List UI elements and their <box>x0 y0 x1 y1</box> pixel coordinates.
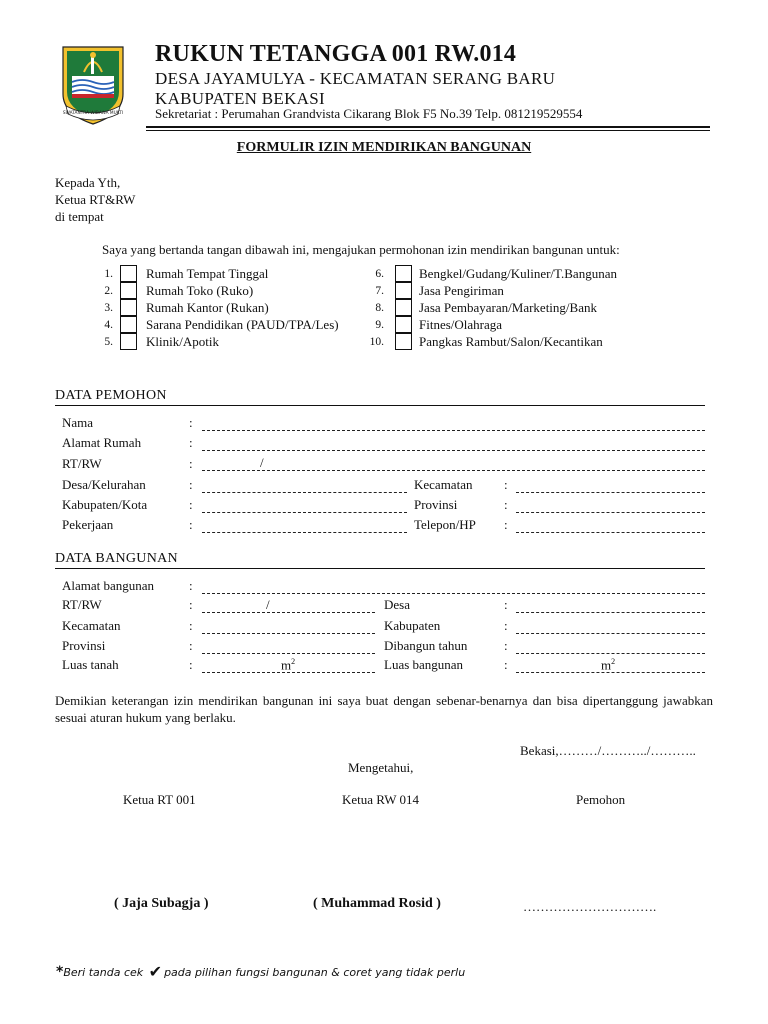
option-label: Fitnes/Olahraga <box>419 317 503 332</box>
applicant-rtrw-field[interactable] <box>202 470 705 471</box>
option-label: Jasa Pembayaran/Marketing/Bank <box>419 300 597 315</box>
field-label-village: Desa/Kelurahan <box>62 477 146 492</box>
colon: : <box>189 477 193 492</box>
colon: : <box>189 415 193 430</box>
option-checkbox-4[interactable] <box>120 316 137 333</box>
field-label-occupation: Pekerjaan <box>62 517 114 532</box>
asterisk: * <box>56 964 64 980</box>
section-divider <box>55 568 705 569</box>
building-area-field[interactable] <box>516 672 705 673</box>
header-divider-thin <box>146 130 710 131</box>
field-label-building-rtrw: RT/RW <box>62 597 102 612</box>
building-province-field[interactable] <box>202 653 375 654</box>
option-number: 2. <box>104 285 113 297</box>
field-label-address: Alamat Rumah <box>62 435 142 450</box>
field-label-building-regency: Kabupaten <box>384 618 441 633</box>
applicant-district-field[interactable] <box>516 492 705 493</box>
section-heading-building: DATA BANGUNAN <box>55 551 178 566</box>
colon: : <box>189 517 193 532</box>
rtrw-slash: / <box>260 455 264 470</box>
field-label-building-address: Alamat bangunan <box>62 578 155 593</box>
unit-square-meter: $m^2$ <box>601 657 616 673</box>
colon: : <box>504 497 508 512</box>
field-label-build-year: Dibangun tahun <box>384 638 468 653</box>
applicant-regency-field[interactable] <box>202 512 407 513</box>
option-number: 10. <box>369 336 384 348</box>
colon: : <box>504 477 508 492</box>
option-label: Rumah Kantor (Rukan) <box>146 300 269 315</box>
acknowledged-label: Mengetahui, <box>348 760 414 775</box>
field-label-rtrw: RT/RW <box>62 456 102 471</box>
address-line-1: Kepada Yth, <box>55 175 121 190</box>
form-title: FORMULIR IZIN MENDIRIKAN BANGUNAN <box>236 140 532 155</box>
colon: : <box>189 435 193 450</box>
option-number: 8. <box>375 302 384 314</box>
logo-motto: SWATANTRA WIBAWA MUKTI <box>62 111 124 116</box>
land-area-field[interactable] <box>202 672 375 673</box>
secretariat-address: Sekretariat : Perumahan Grandvista Cikarang Blok F5 No.39 Telp. 081219529554 <box>155 106 583 121</box>
option-label: Rumah Toko (Ruko) <box>146 283 254 298</box>
intro-text: Saya yang bertanda tangan dibawah ini, mengajukan permohonan izin mendirikan bangunan untuk: <box>102 242 620 257</box>
colon: : <box>504 517 508 532</box>
applicant-title: Pemohon <box>576 792 626 807</box>
option-checkbox-3[interactable] <box>120 299 137 316</box>
option-number: 1. <box>104 268 113 280</box>
footnote <box>56 962 465 981</box>
applicant-province-field[interactable] <box>516 512 705 513</box>
option-number: 5. <box>104 336 113 348</box>
colon: : <box>504 657 508 672</box>
unit-square-meter: $m^2$ <box>281 657 296 673</box>
applicant-phone-field[interactable] <box>516 532 705 533</box>
option-number: 9. <box>375 319 384 331</box>
building-district-field[interactable] <box>202 633 375 634</box>
colon: : <box>189 657 193 672</box>
field-label-district: Kecamatan <box>414 477 473 492</box>
field-label-building-province: Provinsi <box>62 638 106 653</box>
option-checkbox-10[interactable] <box>395 333 412 350</box>
option-checkbox-7[interactable] <box>395 282 412 299</box>
building-address-field[interactable] <box>202 593 705 594</box>
footnote-text-after: pada pilihan fungsi bangunan & coret yang tidak perlu <box>164 966 466 979</box>
bekasi-regency-emblem <box>60 44 126 126</box>
field-label-province: Provinsi <box>414 497 458 512</box>
section-divider <box>55 405 705 406</box>
option-label: Pangkas Rambut/Salon/Kecantikan <box>419 334 603 349</box>
applicant-village-field[interactable] <box>202 492 407 493</box>
applicant-signature-line[interactable]: …………………………. <box>523 899 657 914</box>
org-title: RUKUN TETANGGA 001 RW.014 <box>155 41 517 67</box>
footnote-text-before: Beri tanda cek <box>63 966 144 979</box>
place-date: Bekasi,………/………../……….. <box>520 743 696 758</box>
colon: : <box>189 497 193 512</box>
statement-text: Demikian keterangan izin mendirikan bangunan ini saya buat dengan sebenar-benarnya dan bisa dipertanggung jawabkan sesuai aturan hukum yang berlaku. <box>55 693 713 725</box>
colon: : <box>504 618 508 633</box>
address-line-2: Ketua RT&RW <box>55 192 136 207</box>
org-region: KABUPATEN BEKASI <box>155 89 325 108</box>
building-rtrw-field[interactable] <box>202 612 375 613</box>
org-subtitle: DESA JAYAMULYA - KECAMATAN SERANG BARU <box>155 69 556 88</box>
colon: : <box>189 456 193 471</box>
option-checkbox-1[interactable] <box>120 265 137 282</box>
option-checkbox-8[interactable] <box>395 299 412 316</box>
rw-head-name: ( Muhammad Rosid ) <box>313 896 441 911</box>
option-number: 3. <box>104 302 113 314</box>
rw-head-title: Ketua RW 014 <box>342 792 420 807</box>
rtrw-slash: / <box>266 597 270 612</box>
option-label: Jasa Pengiriman <box>419 283 504 298</box>
applicant-name-field[interactable] <box>202 430 705 431</box>
building-village-field[interactable] <box>516 612 705 613</box>
checkmark-icon: ✔ <box>148 962 163 981</box>
option-number: 7. <box>375 285 384 297</box>
option-number: 6. <box>375 268 384 280</box>
field-label-building-district: Kecamatan <box>62 618 121 633</box>
option-checkbox-6[interactable] <box>395 265 412 282</box>
field-label-land-area: Luas tanah <box>62 657 119 672</box>
field-label-name: Nama <box>62 415 94 430</box>
building-regency-field[interactable] <box>516 633 705 634</box>
field-label-phone: Telepon/HP <box>414 517 476 532</box>
option-checkbox-5[interactable] <box>120 333 137 350</box>
field-label-building-village: Desa <box>384 597 410 612</box>
build-year-field[interactable] <box>516 653 705 654</box>
rt-head-name: ( Jaja Subagja ) <box>114 896 209 911</box>
address-line-3: di tempat <box>55 209 104 224</box>
option-checkbox-9[interactable] <box>395 316 412 333</box>
colon: : <box>189 578 193 593</box>
section-heading-applicant: DATA PEMOHON <box>55 388 167 403</box>
option-label: Bengkel/Gudang/Kuliner/T.Bangunan <box>419 266 617 281</box>
colon: : <box>189 618 193 633</box>
option-label: Rumah Tempat Tinggal <box>146 266 269 281</box>
applicant-address-field[interactable] <box>202 450 705 451</box>
field-label-regency: Kabupaten/Kota <box>62 497 148 512</box>
option-label: Sarana Pendidikan (PAUD/TPA/Les) <box>146 317 339 332</box>
colon: : <box>189 638 193 653</box>
option-label: Klinik/Apotik <box>146 334 219 349</box>
rt-head-title: Ketua RT 001 <box>123 792 196 807</box>
option-number: 4. <box>104 319 113 331</box>
field-label-building-area: Luas bangunan <box>384 657 464 672</box>
colon: : <box>504 638 508 653</box>
option-checkbox-2[interactable] <box>120 282 137 299</box>
colon: : <box>189 597 193 612</box>
applicant-occupation-field[interactable] <box>202 532 407 533</box>
colon: : <box>504 597 508 612</box>
header-divider <box>146 126 710 128</box>
